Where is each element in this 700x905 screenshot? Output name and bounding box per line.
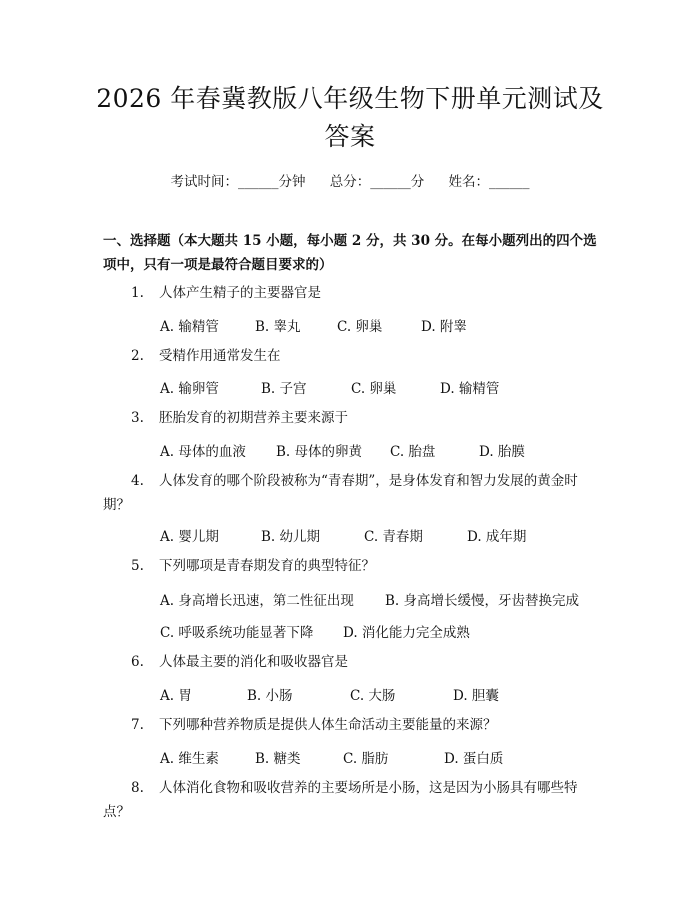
document-title-line-2: 答案 <box>324 122 376 151</box>
question-7 <box>103 713 598 737</box>
option-c: C. 卵巢 <box>337 319 383 335</box>
option-b: B. 小肠 <box>247 688 293 704</box>
option-d: D. 蛋白质 <box>444 751 504 767</box>
option-a: A. 身高增长迅速，第二性征出现 <box>160 593 354 609</box>
question-4-options <box>160 525 526 545</box>
question-3 <box>103 406 598 430</box>
option-b: B. 身高增长缓慢，牙齿替换完成 <box>385 593 580 609</box>
question-5 <box>103 554 598 578</box>
question-5-options-row-1 <box>160 589 579 609</box>
option-d: D. 成年期 <box>467 529 527 545</box>
question-number: 7. <box>131 717 144 733</box>
question-text: 下列哪种营养物质是提供人体生命活动主要能量的来源？ <box>159 717 497 733</box>
question-number: 1. <box>131 285 144 301</box>
option-c: C. 青春期 <box>364 529 423 545</box>
question-text: 人体产生精子的主要器官是 <box>159 285 321 301</box>
option-c: C. 脂肪 <box>343 751 389 767</box>
option-a: A. 母体的血液 <box>160 444 246 460</box>
option-c: C. 胎盘 <box>390 444 436 460</box>
question-1-options <box>160 315 467 335</box>
question-2 <box>103 344 598 368</box>
question-number: 5. <box>131 558 144 574</box>
question-text-continued: 期？ <box>103 497 130 513</box>
question-number: 3. <box>131 410 144 426</box>
option-d: D. 输精管 <box>440 381 500 397</box>
section-heading-line-2: 项中，只有一项是最符合题目要求的） <box>103 257 333 273</box>
question-1 <box>103 281 598 305</box>
question-text: 人体消化食物和吸收营养的主要场所是小肠，这是因为小肠具有哪些特 <box>159 780 578 796</box>
option-d: D. 附睾 <box>421 319 467 335</box>
option-a: A. 输精管 <box>160 319 219 335</box>
option-c: C. 大肠 <box>350 688 396 704</box>
question-text: 人体发育的哪个阶段被称为“青春期”，是身体发育和智力发展的黄金时 <box>159 473 578 489</box>
option-a: A. 婴儿期 <box>160 529 219 545</box>
question-number: 8. <box>131 780 144 796</box>
option-d: D. 消化能力完全成熟 <box>343 625 470 641</box>
question-number: 4. <box>131 473 144 489</box>
section-heading <box>103 229 603 277</box>
question-number: 2. <box>131 348 144 364</box>
question-6-options <box>160 684 499 704</box>
question-text: 人体最主要的消化和吸收器官是 <box>159 654 348 670</box>
section-heading-line-1: 一、选择题（本大题共 15 小题，每小题 2 分，共 30 分。在每小题列出的四个选 <box>103 233 597 249</box>
question-7-options <box>160 747 503 767</box>
option-a: A. 胃 <box>160 688 192 704</box>
option-d: D. 胆囊 <box>453 688 499 704</box>
option-b: B. 子宫 <box>261 381 307 397</box>
option-a: A. 输卵管 <box>160 381 219 397</box>
option-a: A. 维生素 <box>160 751 219 767</box>
question-number: 6. <box>131 654 144 670</box>
exam-score: 总分：______分 <box>329 174 425 190</box>
question-3-options <box>160 440 525 460</box>
question-6 <box>103 650 598 674</box>
option-b: B. 糖类 <box>255 751 301 767</box>
option-d: D. 胎膜 <box>479 444 525 460</box>
question-text: 胚胎发育的初期营养主要来源于 <box>159 410 348 426</box>
student-name: 姓名：______ <box>448 174 530 190</box>
option-c: C. 呼吸系统功能显著下降 <box>160 625 314 641</box>
exam-time: 考试时间：______分钟 <box>170 174 306 190</box>
question-text-continued: 点？ <box>103 804 130 820</box>
exam-meta <box>0 170 700 190</box>
question-2-options <box>160 377 499 397</box>
question-4 <box>103 469 598 517</box>
question-8 <box>103 776 598 824</box>
option-b: B. 睾丸 <box>255 319 301 335</box>
option-c: C. 卵巢 <box>351 381 397 397</box>
option-b: B. 母体的卵黄 <box>276 444 363 460</box>
question-5-options-row-2 <box>160 621 470 641</box>
option-b: B. 幼儿期 <box>261 529 321 545</box>
question-text: 受精作用通常发生在 <box>159 348 281 364</box>
document-title-line-1: 2026 年春冀教版八年级生物下册单元测试及 <box>96 84 604 113</box>
question-text: 下列哪项是青春期发育的典型特征？ <box>159 558 375 574</box>
